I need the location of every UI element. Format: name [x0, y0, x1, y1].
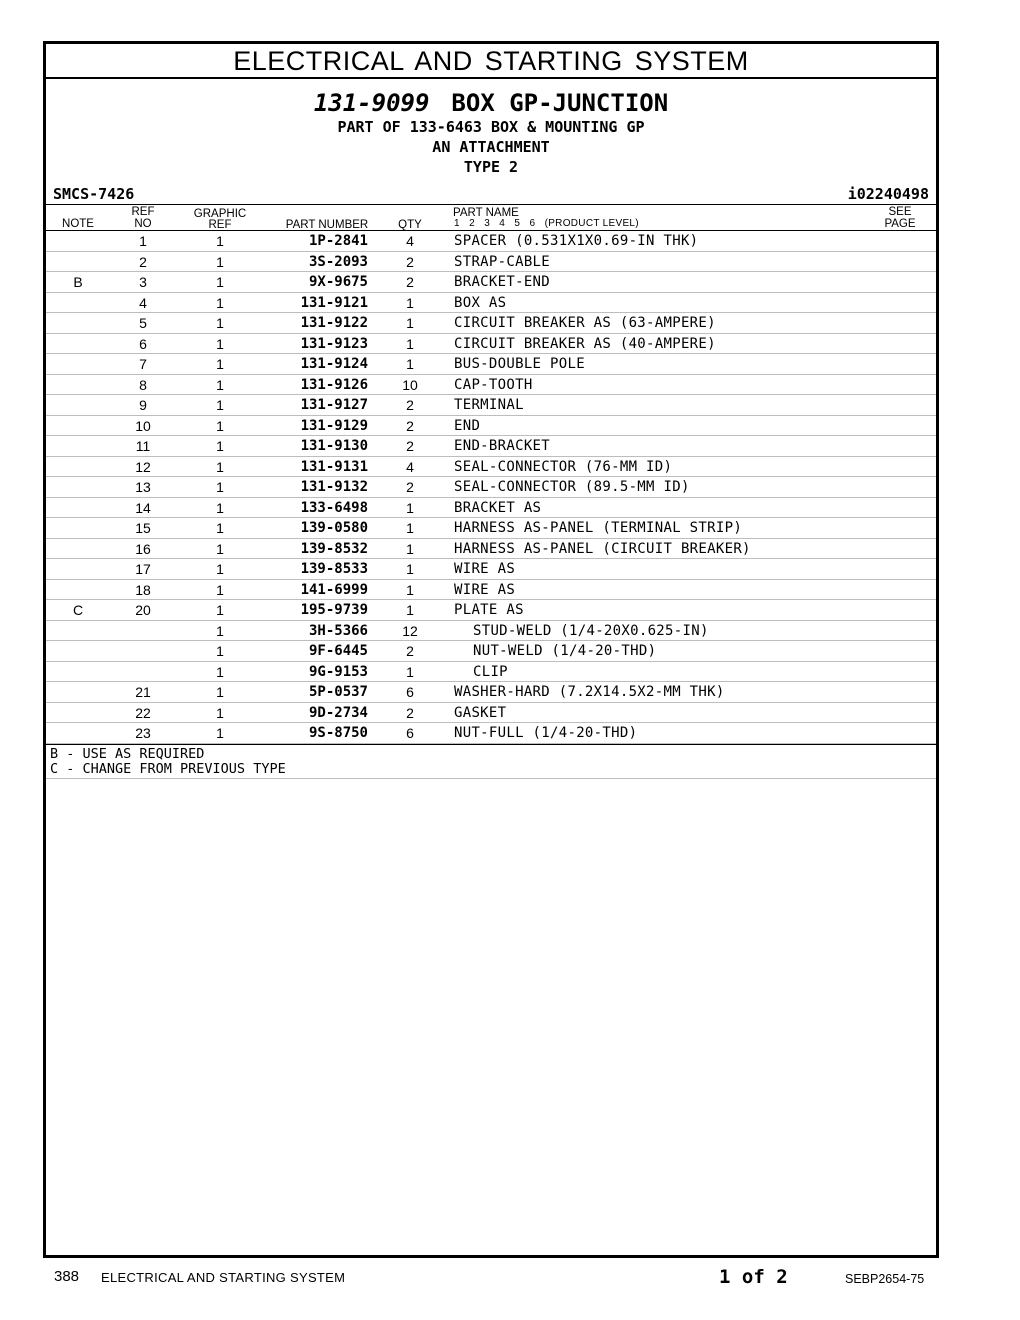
row-part-name: SEAL-CONNECTOR (76-MM ID): [454, 458, 673, 475]
row-graphic-ref: 1: [216, 684, 224, 700]
row-part-number: 133-6498: [300, 499, 368, 516]
row-qty: 1: [406, 294, 414, 311]
page-footer: [0, 1265, 1020, 1295]
row-part-number: 131-9131: [300, 458, 368, 475]
row-part-name: HARNESS AS-PANEL (TERMINAL STRIP): [454, 520, 743, 536]
page-frame: [43, 41, 939, 1258]
row-ref-no: 15: [135, 520, 151, 536]
row-part-name: SEAL-CONNECTOR (89.5-MM ID): [454, 479, 690, 495]
row-part-number: 9S-8750: [308, 725, 368, 741]
row-part-number: 9G-9153: [308, 663, 368, 680]
row-graphic-ref: 1: [216, 520, 224, 536]
row-ref-no: 11: [135, 438, 151, 454]
row-qty: 6: [406, 684, 414, 700]
row-part-name: NUT-FULL (1/4-20-THD): [454, 725, 638, 741]
row-qty: 4: [406, 233, 414, 249]
type-line: TYPE 2: [463, 158, 519, 176]
row-ref-no: 6: [139, 335, 147, 352]
col-part-number: PART NUMBER: [285, 219, 369, 231]
row-graphic-ref: 1: [216, 376, 224, 393]
row-qty: 1: [406, 663, 414, 680]
row-graphic-ref: 1: [216, 438, 224, 454]
row-qty: 2: [406, 479, 414, 495]
row-graphic-ref: 1: [216, 356, 224, 372]
row-qty: 1: [406, 540, 414, 557]
codes-bar: [46, 184, 936, 205]
row-part-name: CLIP: [473, 663, 508, 680]
row-part-number: 9D-2734: [308, 704, 368, 721]
row-qty: 2: [406, 704, 414, 721]
row-qty: 1: [406, 335, 414, 352]
row-ref-no: 5: [139, 315, 147, 331]
row-graphic-ref: 1: [216, 643, 224, 659]
row-graphic-ref: 1: [216, 499, 224, 516]
table-row: [46, 498, 936, 519]
col-note: NOTE: [62, 218, 94, 230]
row-graphic-ref: 1: [216, 725, 224, 741]
note-c: C - CHANGE FROM PREVIOUS TYPE: [50, 760, 286, 777]
row-graphic-ref: 1: [216, 458, 224, 475]
row-part-name: BOX AS: [454, 294, 507, 311]
table-row: [46, 580, 936, 601]
table-row: [46, 354, 936, 375]
row-qty: 1: [406, 499, 414, 516]
row-part-number: 131-9122: [300, 315, 368, 331]
row-part-name: BUS-DOUBLE POLE: [454, 356, 585, 372]
row-part-number: 131-9124: [300, 356, 368, 372]
row-ref-no: 4: [139, 294, 147, 311]
row-part-name: GASKET: [454, 704, 507, 721]
col-ref-top: REF: [131, 206, 155, 218]
col-graphic-bottom: REF: [208, 219, 232, 231]
part-title: [46, 89, 936, 117]
row-graphic-ref: 1: [216, 294, 224, 311]
row-part-number: 1P-2841: [308, 233, 368, 249]
row-part-name: BRACKET AS: [454, 499, 542, 516]
row-ref-no: 10: [135, 417, 151, 434]
row-qty: 1: [406, 520, 414, 536]
table-row: [46, 252, 936, 273]
row-ref-no: 13: [135, 479, 151, 495]
row-qty: 1: [406, 356, 414, 372]
row-qty: 10: [402, 376, 418, 393]
row-part-name: WIRE AS: [454, 561, 516, 577]
part-header: [46, 89, 936, 177]
table-row: [46, 518, 936, 539]
row-qty: 1: [406, 561, 414, 577]
row-part-number: 139-8533: [300, 561, 368, 577]
row-qty: 1: [406, 581, 414, 598]
row-part-name: END: [454, 417, 481, 434]
row-ref-no: 9: [139, 397, 147, 413]
column-header: [46, 205, 936, 231]
row-part-name: END-BRACKET: [454, 438, 551, 454]
row-qty: 2: [406, 397, 414, 413]
row-ref-no: 3: [139, 274, 147, 290]
row-part-number: 131-9129: [300, 417, 368, 434]
row-ref-no: 20: [135, 602, 151, 618]
row-part-name: WASHER-HARD (7.2X14.5X2-MM THK): [454, 684, 725, 700]
row-graphic-ref: 1: [216, 663, 224, 680]
group-part-name: BOX GP-JUNCTION: [451, 89, 669, 117]
sheet-indicator: 1 of 2: [719, 1266, 788, 1288]
row-part-name: STRAP-CABLE: [454, 253, 551, 270]
row-graphic-ref: 1: [216, 253, 224, 270]
table-row: [46, 395, 936, 416]
row-qty: 1: [406, 315, 414, 331]
row-graphic-ref: 1: [216, 602, 224, 618]
row-graphic-ref: 1: [216, 581, 224, 598]
footer-section: ELECTRICAL AND STARTING SYSTEM: [101, 1270, 346, 1285]
row-ref-no: 14: [135, 499, 151, 516]
row-part-name: HARNESS AS-PANEL (CIRCUIT BREAKER): [454, 540, 751, 557]
row-note: C: [72, 602, 84, 618]
table-row: [46, 641, 936, 662]
row-note: B: [73, 274, 83, 290]
row-part-number: 9X-9675: [308, 274, 368, 290]
row-qty: 6: [406, 725, 414, 741]
row-part-name: CIRCUIT BREAKER AS (40-AMPERE): [454, 335, 716, 352]
row-part-number: 131-9127: [300, 397, 368, 413]
row-ref-no: 1: [139, 233, 147, 249]
row-part-name: CIRCUIT BREAKER AS (63-AMPERE): [454, 315, 716, 331]
row-part-number: 3H-5366: [308, 622, 368, 639]
part-of-line: PART OF 133-6463 BOX & MOUNTING GP: [337, 118, 645, 136]
row-part-name: BRACKET-END: [454, 274, 551, 290]
row-part-name: TERMINAL: [454, 397, 524, 413]
row-part-number: 195-9739: [300, 602, 368, 618]
notes-block: [46, 744, 936, 779]
row-graphic-ref: 1: [216, 397, 224, 413]
row-qty: 12: [402, 622, 418, 639]
row-ref-no: 16: [135, 540, 151, 557]
row-part-number: 131-9130: [300, 438, 368, 454]
row-ref-no: 18: [135, 581, 151, 598]
row-part-number: 139-0580: [300, 520, 368, 536]
row-part-name: PLATE AS: [454, 602, 524, 618]
row-qty: 1: [406, 602, 414, 618]
col-graphic-top: GRAPHIC: [193, 208, 247, 220]
row-part-number: 131-9121: [300, 294, 368, 311]
row-graphic-ref: 1: [216, 622, 224, 639]
table-row: [46, 416, 936, 437]
table-row: [46, 272, 936, 293]
table-row: [46, 600, 936, 621]
row-part-number: 131-9123: [300, 335, 368, 352]
row-ref-no: 22: [135, 704, 151, 721]
row-graphic-ref: 1: [216, 479, 224, 495]
table-row: [46, 477, 936, 498]
row-ref-no: 2: [139, 253, 147, 270]
table-row: [46, 436, 936, 457]
illustration-id: i02240498: [847, 185, 929, 203]
parts-table: [46, 231, 936, 744]
table-row: [46, 662, 936, 683]
row-part-number: 3S-2093: [308, 253, 368, 270]
row-ref-no: 7: [139, 356, 147, 372]
row-qty: 4: [406, 458, 414, 475]
row-graphic-ref: 1: [216, 315, 224, 331]
smcs-code: SMCS-7426: [53, 185, 135, 203]
row-graphic-ref: 1: [216, 540, 224, 557]
col-qty: QTY: [398, 219, 422, 231]
row-graphic-ref: 1: [216, 335, 224, 352]
row-part-number: 131-9132: [300, 479, 368, 495]
table-row: [46, 334, 936, 355]
row-ref-no: 23: [135, 725, 151, 741]
col-part-name: PART NAME: [453, 207, 519, 219]
table-row: [46, 559, 936, 580]
row-part-number: 141-6999: [300, 581, 368, 598]
row-graphic-ref: 1: [216, 233, 224, 249]
row-graphic-ref: 1: [216, 274, 224, 290]
row-ref-no: 8: [139, 376, 147, 393]
page-number: 388: [54, 1268, 80, 1285]
row-qty: 2: [406, 417, 414, 434]
table-row: [46, 682, 936, 703]
row-graphic-ref: 1: [216, 561, 224, 577]
row-graphic-ref: 1: [216, 704, 224, 721]
group-part-number: 131-9099: [313, 89, 430, 117]
row-ref-no: 12: [135, 458, 151, 475]
table-row: [46, 457, 936, 478]
row-part-name: SPACER (0.531X1X0.69-IN THK): [454, 233, 699, 249]
row-part-name: STUD-WELD (1/4-20X0.625-IN): [473, 622, 709, 639]
table-row: [46, 375, 936, 396]
row-part-name: WIRE AS: [454, 581, 516, 598]
row-ref-no: 21: [135, 684, 151, 700]
doc-id: SEBP2654-75: [845, 1272, 925, 1286]
attachment-line: AN ATTACHMENT: [432, 138, 550, 156]
row-part-number: 139-8532: [300, 540, 368, 557]
table-row: [46, 313, 936, 334]
row-part-number: 5P-0537: [308, 684, 368, 700]
col-see-top: SEE: [888, 206, 912, 218]
row-qty: 2: [406, 274, 414, 290]
col-see-bottom: PAGE: [884, 218, 916, 230]
table-row: [46, 231, 936, 252]
row-part-number: 9F-6445: [308, 643, 368, 659]
row-qty: 2: [406, 643, 414, 659]
table-row: [46, 539, 936, 560]
table-row: [46, 621, 936, 642]
row-qty: 2: [406, 438, 414, 454]
col-ref-bottom: NO: [134, 218, 152, 230]
col-product-levels: 1 2 3 4 5 6 (PRODUCT LEVEL): [454, 218, 639, 229]
section-title: ELECTRICAL AND STARTING SYSTEM: [46, 44, 936, 79]
row-ref-no: 17: [135, 561, 151, 577]
table-row: [46, 723, 936, 744]
row-qty: 2: [406, 253, 414, 270]
row-part-number: 131-9126: [300, 376, 368, 393]
row-graphic-ref: 1: [216, 417, 224, 434]
table-row: [46, 293, 936, 314]
row-part-name: NUT-WELD (1/4-20-THD): [473, 643, 657, 659]
table-row: [46, 703, 936, 724]
row-part-name: CAP-TOOTH: [454, 376, 533, 393]
note-b: B - USE AS REQUIRED: [50, 745, 205, 762]
